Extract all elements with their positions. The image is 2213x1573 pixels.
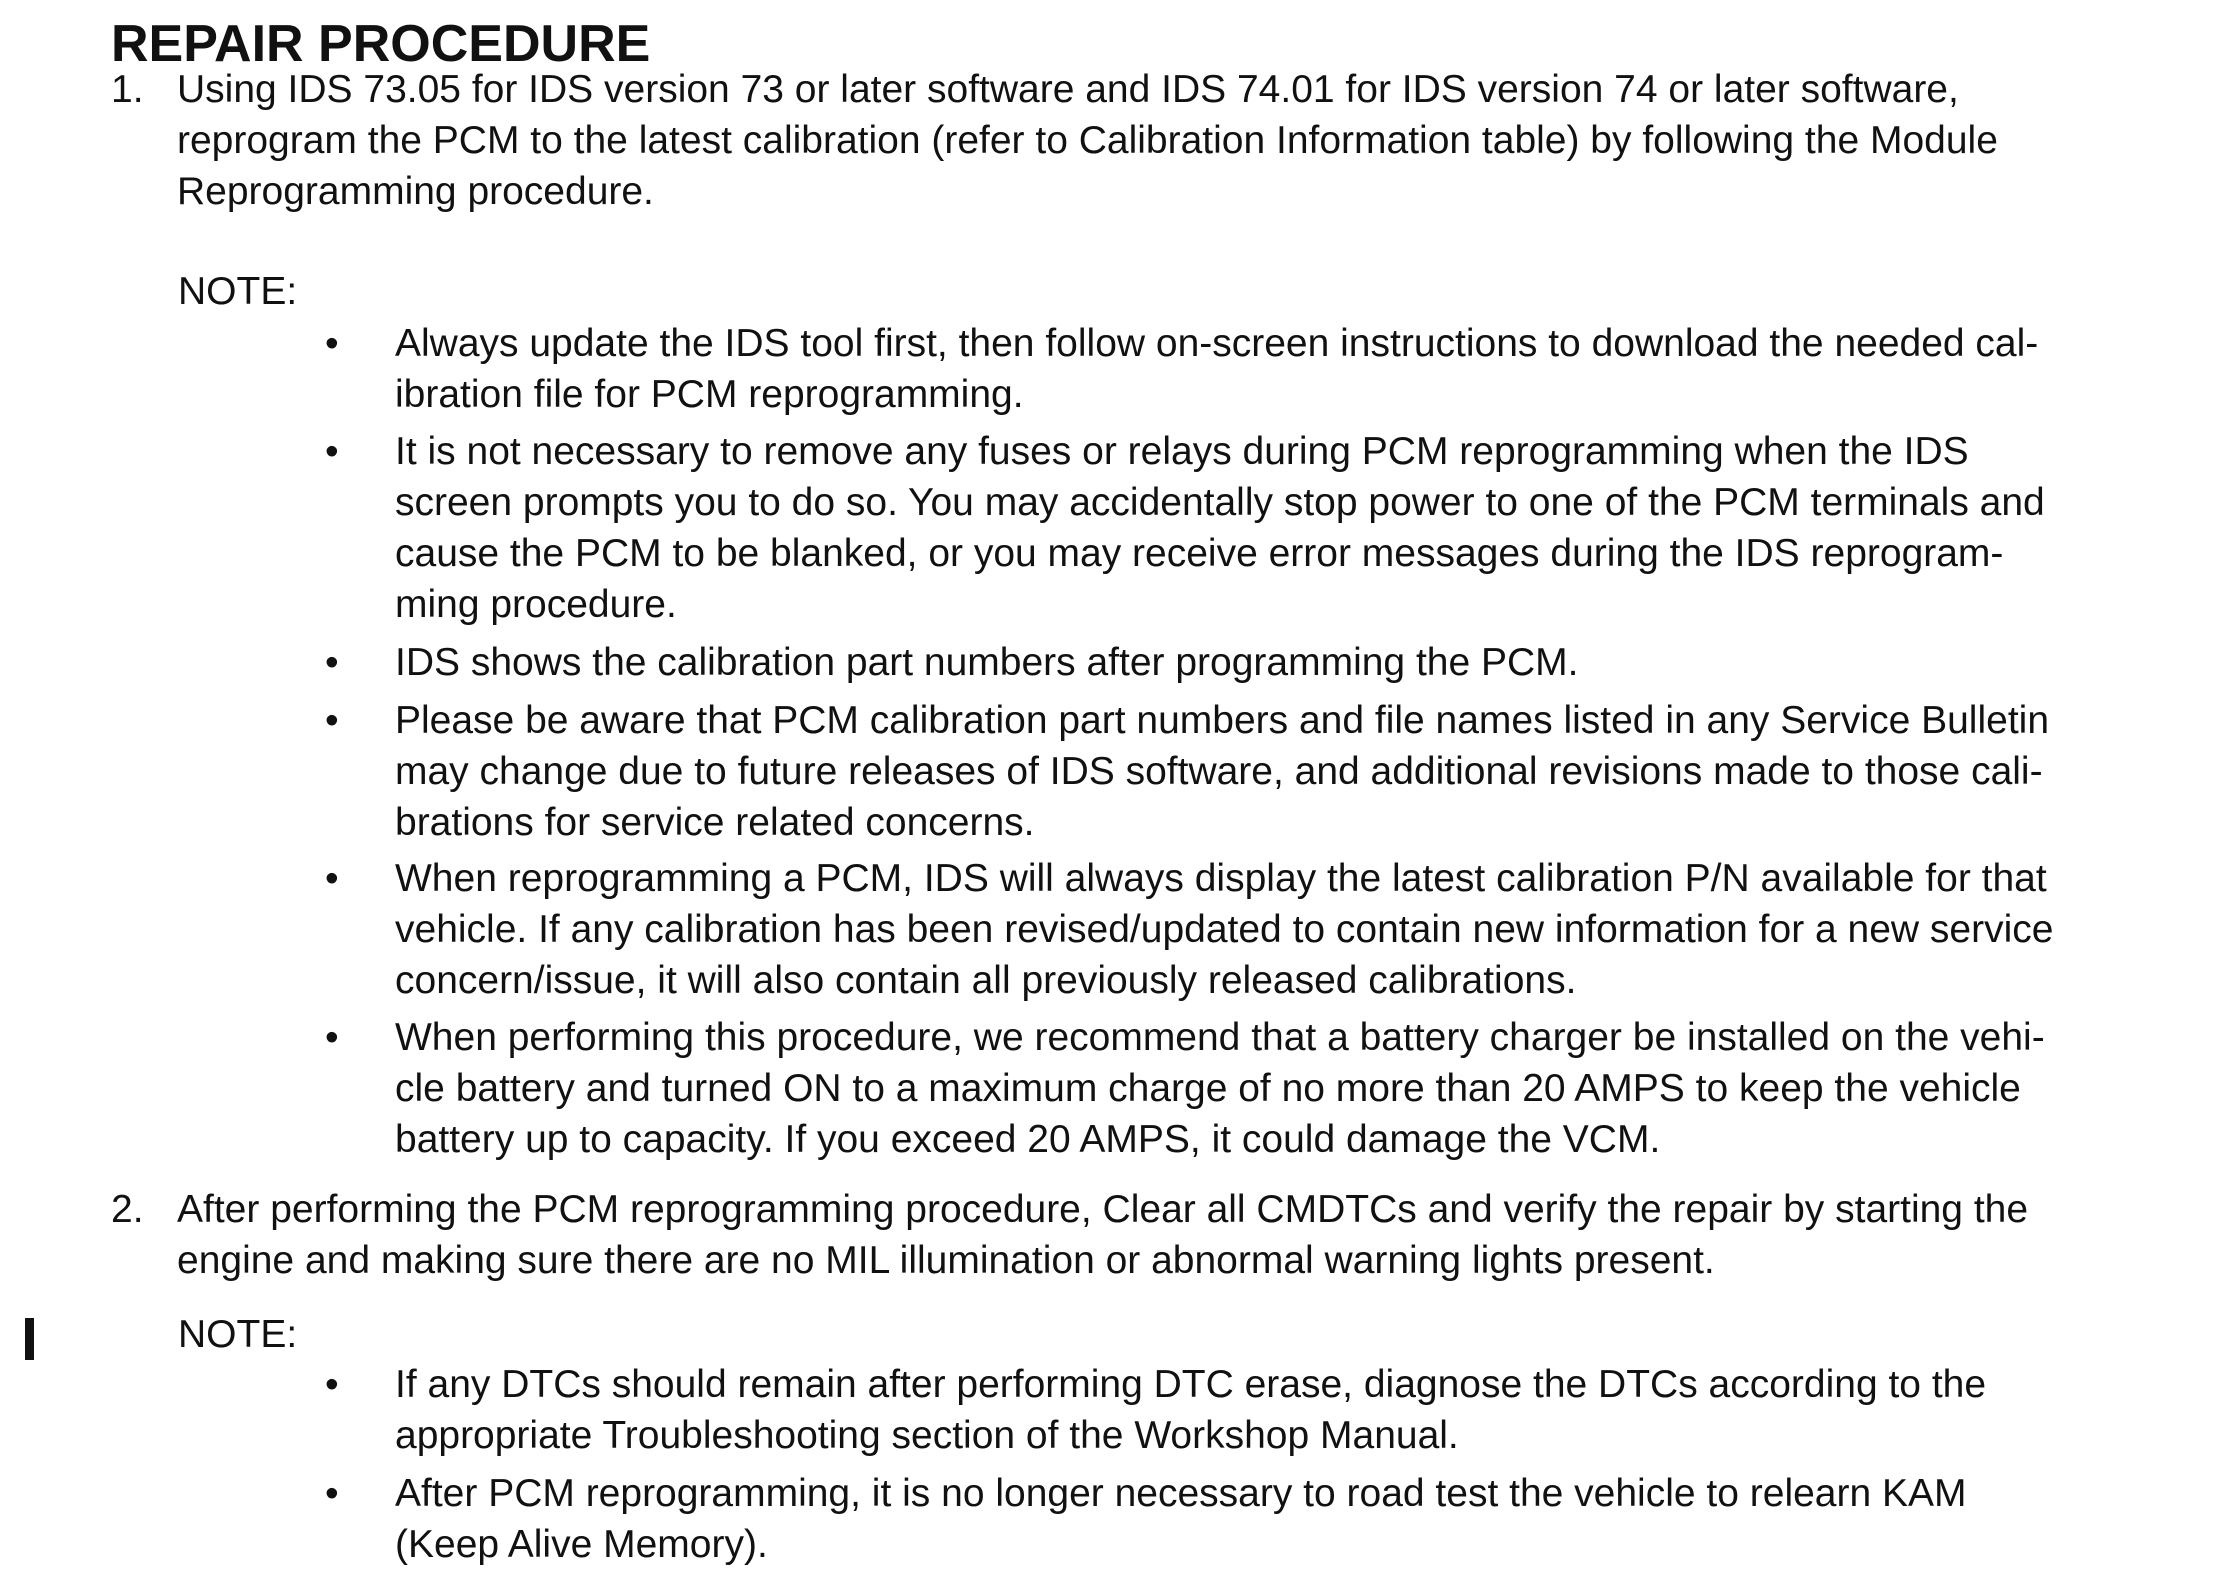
bullet-glyph: • — [325, 1472, 339, 1515]
bullet-glyph: • — [325, 430, 339, 473]
bullet-text-line: battery up to capacity. If you exceed 20 AMPS, it could damage the VCM. — [395, 1118, 1661, 1161]
bullet-text-line: If any DTCs should remain after performing DTC erase, diagnose the DTCs according to the — [395, 1363, 1987, 1406]
step-number: 2. — [111, 1188, 144, 1231]
bullet-text — [395, 1359, 2205, 1461]
step-number: 1. — [111, 68, 144, 111]
bullet-text-line: After PCM reprogramming, it is no longer necessary to road test the vehicle to relearn KAM — [395, 1472, 1967, 1515]
bullet-glyph: • — [325, 1363, 339, 1406]
bullet-glyph: • — [325, 857, 339, 900]
bullet-text-line: brations for service related concerns. — [395, 801, 1035, 844]
step-text — [177, 1184, 2177, 1286]
bullet-text — [395, 1012, 2205, 1165]
bullet-text-line: vehicle. If any calibration has been revised/updated to contain new information for a new service — [395, 908, 2054, 951]
bullet-text — [395, 1468, 2205, 1570]
bullet-text — [395, 695, 2205, 848]
bullet-text-line: (Keep Alive Memory). — [395, 1523, 768, 1566]
bullet-text-line: appropriate Troubleshooting section of the Workshop Manual. — [395, 1414, 1459, 1457]
bullet-text-line: Always update the IDS tool first, then follow on-screen instructions to download the needed cal- — [395, 322, 2039, 365]
step-text-line: Using IDS 73.05 for IDS version 73 or later software and IDS 74.01 for IDS version 74 or later software, — [177, 68, 1959, 111]
bullet-glyph: • — [325, 641, 339, 684]
step-text — [177, 64, 2177, 217]
bullet-text-line: ming procedure. — [395, 583, 677, 626]
bullet-text-line: It is not necessary to remove any fuses or relays during PCM reprogramming when the IDS — [395, 430, 1969, 473]
bullet-glyph: • — [325, 699, 339, 742]
step-text-line: After performing the PCM reprogramming procedure, Clear all CMDTCs and verify the repair by starting the — [177, 1188, 2029, 1231]
note-label: NOTE: — [178, 1313, 298, 1356]
bullet-text-line: screen prompts you to do so. You may accidentally stop power to one of the PCM terminals and — [395, 481, 2045, 524]
bullet-text — [395, 637, 2205, 688]
bullet-text — [395, 853, 2205, 1006]
note-label: NOTE: — [178, 270, 298, 313]
step-text-line: Reprogramming procedure. — [177, 170, 654, 213]
step-text-line: reprogram the PCM to the latest calibration (refer to Calibration Information table) by following the Module — [177, 119, 1998, 162]
bullet-text-line: concern/issue, it will also contain all previously released calibrations. — [395, 959, 1577, 1002]
revision-change-bar — [25, 1318, 34, 1360]
bullet-text — [395, 318, 2205, 420]
step-text-line: engine and making sure there are no MIL illumination or abnormal warning lights present. — [177, 1239, 1715, 1282]
bullet-text-line: Please be aware that PCM calibration part numbers and file names listed in any Service Bulletin — [395, 699, 2050, 742]
bullet-text-line: When performing this procedure, we recommend that a battery charger be installed on the vehi- — [395, 1016, 2045, 1059]
section-heading: REPAIR PROCEDURE — [111, 15, 651, 73]
bullet-text-line: may change due to future releases of IDS software, and additional revisions made to those cali- — [395, 750, 2043, 793]
bullet-text-line: cle battery and turned ON to a maximum charge of no more than 20 AMPS to keep the vehicle — [395, 1067, 2021, 1110]
bullet-text-line: ibration file for PCM reprogramming. — [395, 373, 1024, 416]
bullet-text-line: When reprogramming a PCM, IDS will always display the latest calibration P/N available for that — [395, 857, 2047, 900]
bullet-text-line: IDS shows the calibration part numbers after programming the PCM. — [395, 641, 1579, 684]
bullet-text-line: cause the PCM to be blanked, or you may receive error messages during the IDS reprogram- — [395, 532, 2004, 575]
bullet-text — [395, 426, 2205, 630]
bullet-glyph: • — [325, 322, 339, 365]
bullet-glyph: • — [325, 1016, 339, 1059]
